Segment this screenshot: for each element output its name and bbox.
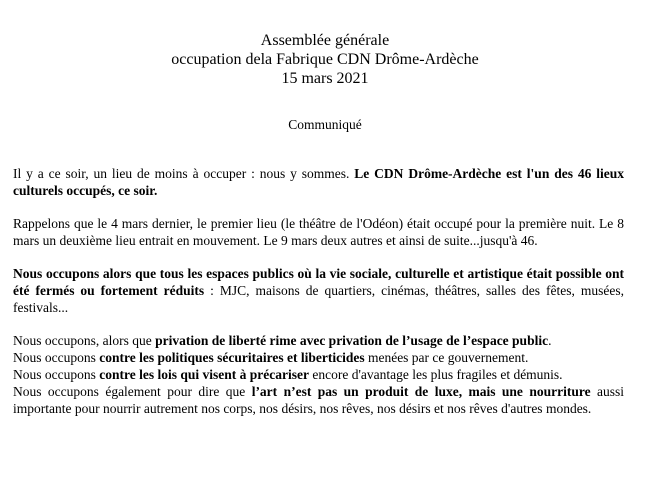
bold-span: privation de liberté rime avec privation de l’usage de l’espace public [155,333,549,348]
communique-label: Communiqué [288,117,362,132]
header-title: Assemblée générale [260,32,390,49]
paragraph-4-line-1 [13,332,624,349]
paragraph-2 [13,215,624,249]
paragraph-4-line-2 [13,349,624,366]
bold-span: l’art n’est pas un produit de luxe, mais une nourriture [251,384,591,399]
paragraph-4-line-3 [13,366,624,383]
bold-span: Nous occupons alors que tous les espaces publics où la vie sociale, culturelle et artistique était possible ont été fermés ou fortement réduits [13,266,624,298]
paragraph-4 [13,332,624,417]
text-span: aussi importante pour nourrir autrement nos corps, nos désirs, nos rêves, nos désirs et nos rêves d'autres mondes. [13,384,625,416]
paragraph-1 [13,165,624,199]
text-span: encore d'avantage les plus fragiles et démunis. [308,367,563,382]
header-date: 15 mars 2021 [281,70,369,87]
text-span: Il y a ce soir, un lieu de moins à occuper : nous y sommes. [13,166,355,181]
paragraph-4-line-4 [13,383,624,417]
paragraph-3 [13,265,624,316]
text-span: : MJC, maisons de quartiers, cinémas, théâtres, salles des fêtes, musées, festivals... [13,283,624,315]
document-header [0,31,650,88]
bold-span: contre les politiques sécuritaires et liberticides [99,350,365,365]
text-span: Nous occupons, alors que [13,333,156,348]
text-span: Nous occupons [13,350,100,365]
text-span: menées par ce gouvernement. [364,350,529,365]
text-span: Rappelons que le 4 mars dernier, le premier lieu (le théâtre de l'Odéon) était occupé pour la première nuit. Le 8 mars un deuxième lieu entrait en mouvement. Le 9 mars deux autres et ainsi de suite...jusqu'à 46. [13,216,624,248]
header-subtitle: occupation dela Fabrique CDN Drôme-Ardèche [171,51,479,68]
text-span: . [548,333,552,348]
bold-span: contre les lois qui visent à précariser [99,367,309,382]
document-body [13,165,624,417]
bold-span: Le CDN Drôme-Ardèche est l'un des 46 lieux culturels occupés, ce soir. [13,166,625,198]
text-span: Nous occupons également pour dire que [13,384,252,399]
text-span: Nous occupons [13,367,100,382]
